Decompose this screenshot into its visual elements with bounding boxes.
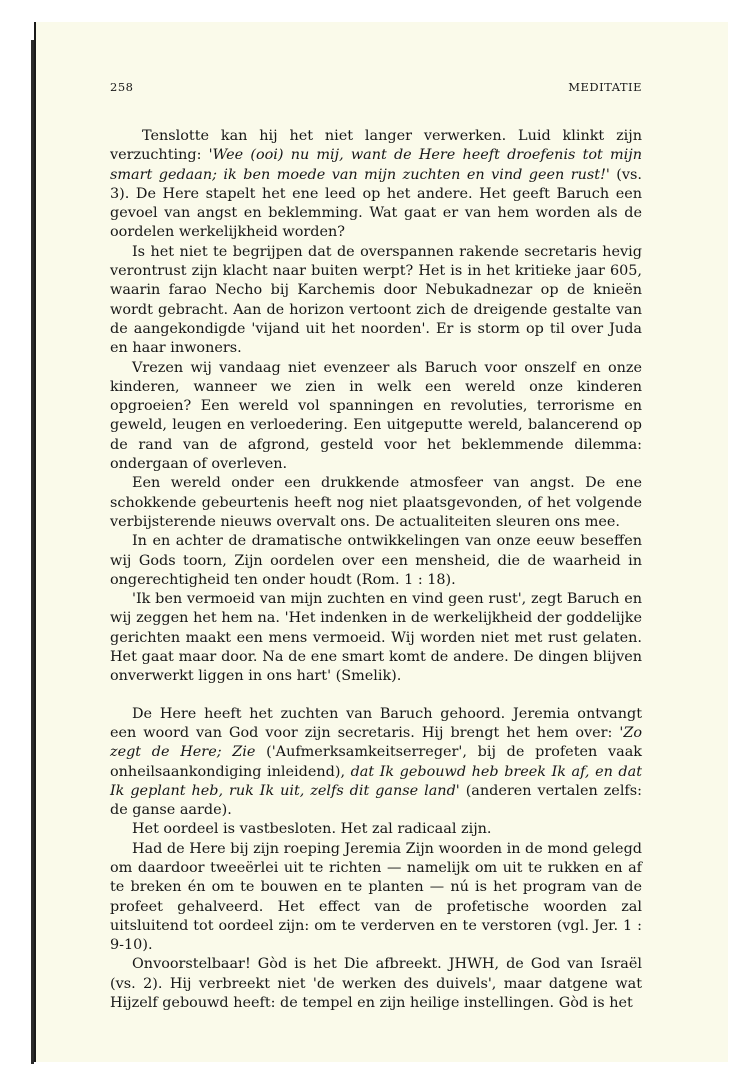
running-title: MEDITATIE <box>568 80 642 94</box>
text-run: (anderen vertalen zelfs: de ganse aarde). <box>110 782 642 819</box>
italic-quote: 'Wee (ooi) nu mij, want de Here heeft droefenis tot mijn smart gedaan; ik ben moede van mijn zuchten en vind geen rust!' <box>110 147 642 183</box>
text-run: Had de Here bij zijn roeping Jeremia Zijn woorden in de mond gelegd om daardoor tweeërlei uit te richten — namelijk om uit te rukken en af te breken én om te bouwen en te planten — nú is het program van de profeet gehalveerd. Het effect van de profetische woorden zal uitsluitend tot oordeel zijn: om te verderven en te verstoren (vgl. Jer. 1 : 9-10). <box>110 840 642 954</box>
section-break <box>110 687 642 705</box>
paragraph <box>110 590 642 686</box>
paragraph <box>110 359 642 475</box>
text-run: Het oordeel is vastbesloten. Het zal radicaal zijn. <box>132 821 492 838</box>
page-header <box>110 80 642 94</box>
text-run: Tenslotte kan hij het niet langer verwerken. Luid klinkt zijn verzuchting: <box>110 128 642 164</box>
paragraph <box>110 127 642 243</box>
italic-quote: dat Ik gebouwd heb breek Ik af, en dat Ik geplant heb, ruk Ik uit, zelfs dit ganse land' <box>110 763 642 799</box>
paragraph <box>110 705 642 821</box>
paragraph <box>110 955 642 1013</box>
paragraph <box>110 840 642 956</box>
paragraph <box>110 532 642 590</box>
text-run: Is het niet te begrijpen dat de overspannen rakende secretaris hevig verontrust zijn klacht naar buiten werpt? Het is in het kritieke jaar 605, waarin farao Necho bij Karchemis door Nebukadnezar op de knieën wordt gebracht. Aan de horizon vertoont zich de dreigende gestalte van de aangekondigde 'vijand uit het noorden'. Er is storm op til over Juda en haar inwoners. <box>110 243 642 357</box>
italic-quote: 'Zo zegt de Here; Zie <box>110 724 642 761</box>
paragraph <box>110 243 642 359</box>
page-number: 258 <box>110 80 134 94</box>
text-run: Onvoorstelbaar! Gòd is het Die afbreekt. JHWH, de God van Israël (vs. 2). Hij verbreekt niet 'de werken des duivels', maar datgene wat Hijzelf gebouwd heeft: de tempel en zijn heilige instellingen. Gòd is het <box>110 956 642 1012</box>
text-run: In en achter de dramatische ontwikkelingen van onze eeuw beseffen wij Gods toorn, Zijn oordelen over een mensheid, die de waarheid in ongerechtigheid ten onder houdt (Rom. 1 : 18). <box>110 533 642 588</box>
paragraph <box>110 820 642 839</box>
text-run: ('Aufmerksamkeitserreger', bij de profeten vaak onheilsaankondiging inleidend), <box>110 744 642 780</box>
text-run: Vrezen wij vandaag niet evenzeer als Baruch voor onszelf en onze kinderen, wanneer we zien in welk een wereld onze kinderen opgroeien? Een wereld vol spanningen en revoluties, terrorisme en geweld, leugen en verloedering. Een uitgeputte wereld, balancerend op de rand van de afgrond, gesteld voor het beklemmende dilemma: ondergaan of overleven. <box>110 359 642 473</box>
text-run: De Here heeft het zuchten van Baruch gehoord. Jeremia ontvangt een woord van God voor zijn secretaris. Hij brengt het hem over: <box>110 705 642 741</box>
text-run: Een wereld onder een drukkende atmosfeer van angst. De ene schokkende gebeurtenis heeft nog niet plaatsgevonden, of het volgende verbijsterende nieuws overvalt ons. De actualiteiten sleuren ons mee. <box>110 475 642 530</box>
text-run: (vs. 3). De Here stapelt het ene leed op het andere. Het geeft Baruch een gevoel van angst en beklemming. Wat gaat er van hem worden als de oordelen werkelijkheid worden? <box>110 166 643 241</box>
text-run: 'Ik ben vermoeid van mijn zuchten en vind geen rust', zegt Baruch en wij zeggen het hem na. 'Het indenken in de werkelijkheid der goddelijke gerichten maakt een mens vermoeid. Wij worden niet met rust gelaten. Het gaat maar door. Na de ene smart komt de andere. De dingen blijven onverwerkt liggen in ons hart' (Smelik). <box>110 591 642 685</box>
paragraph <box>110 474 642 532</box>
body-text <box>110 127 642 1013</box>
